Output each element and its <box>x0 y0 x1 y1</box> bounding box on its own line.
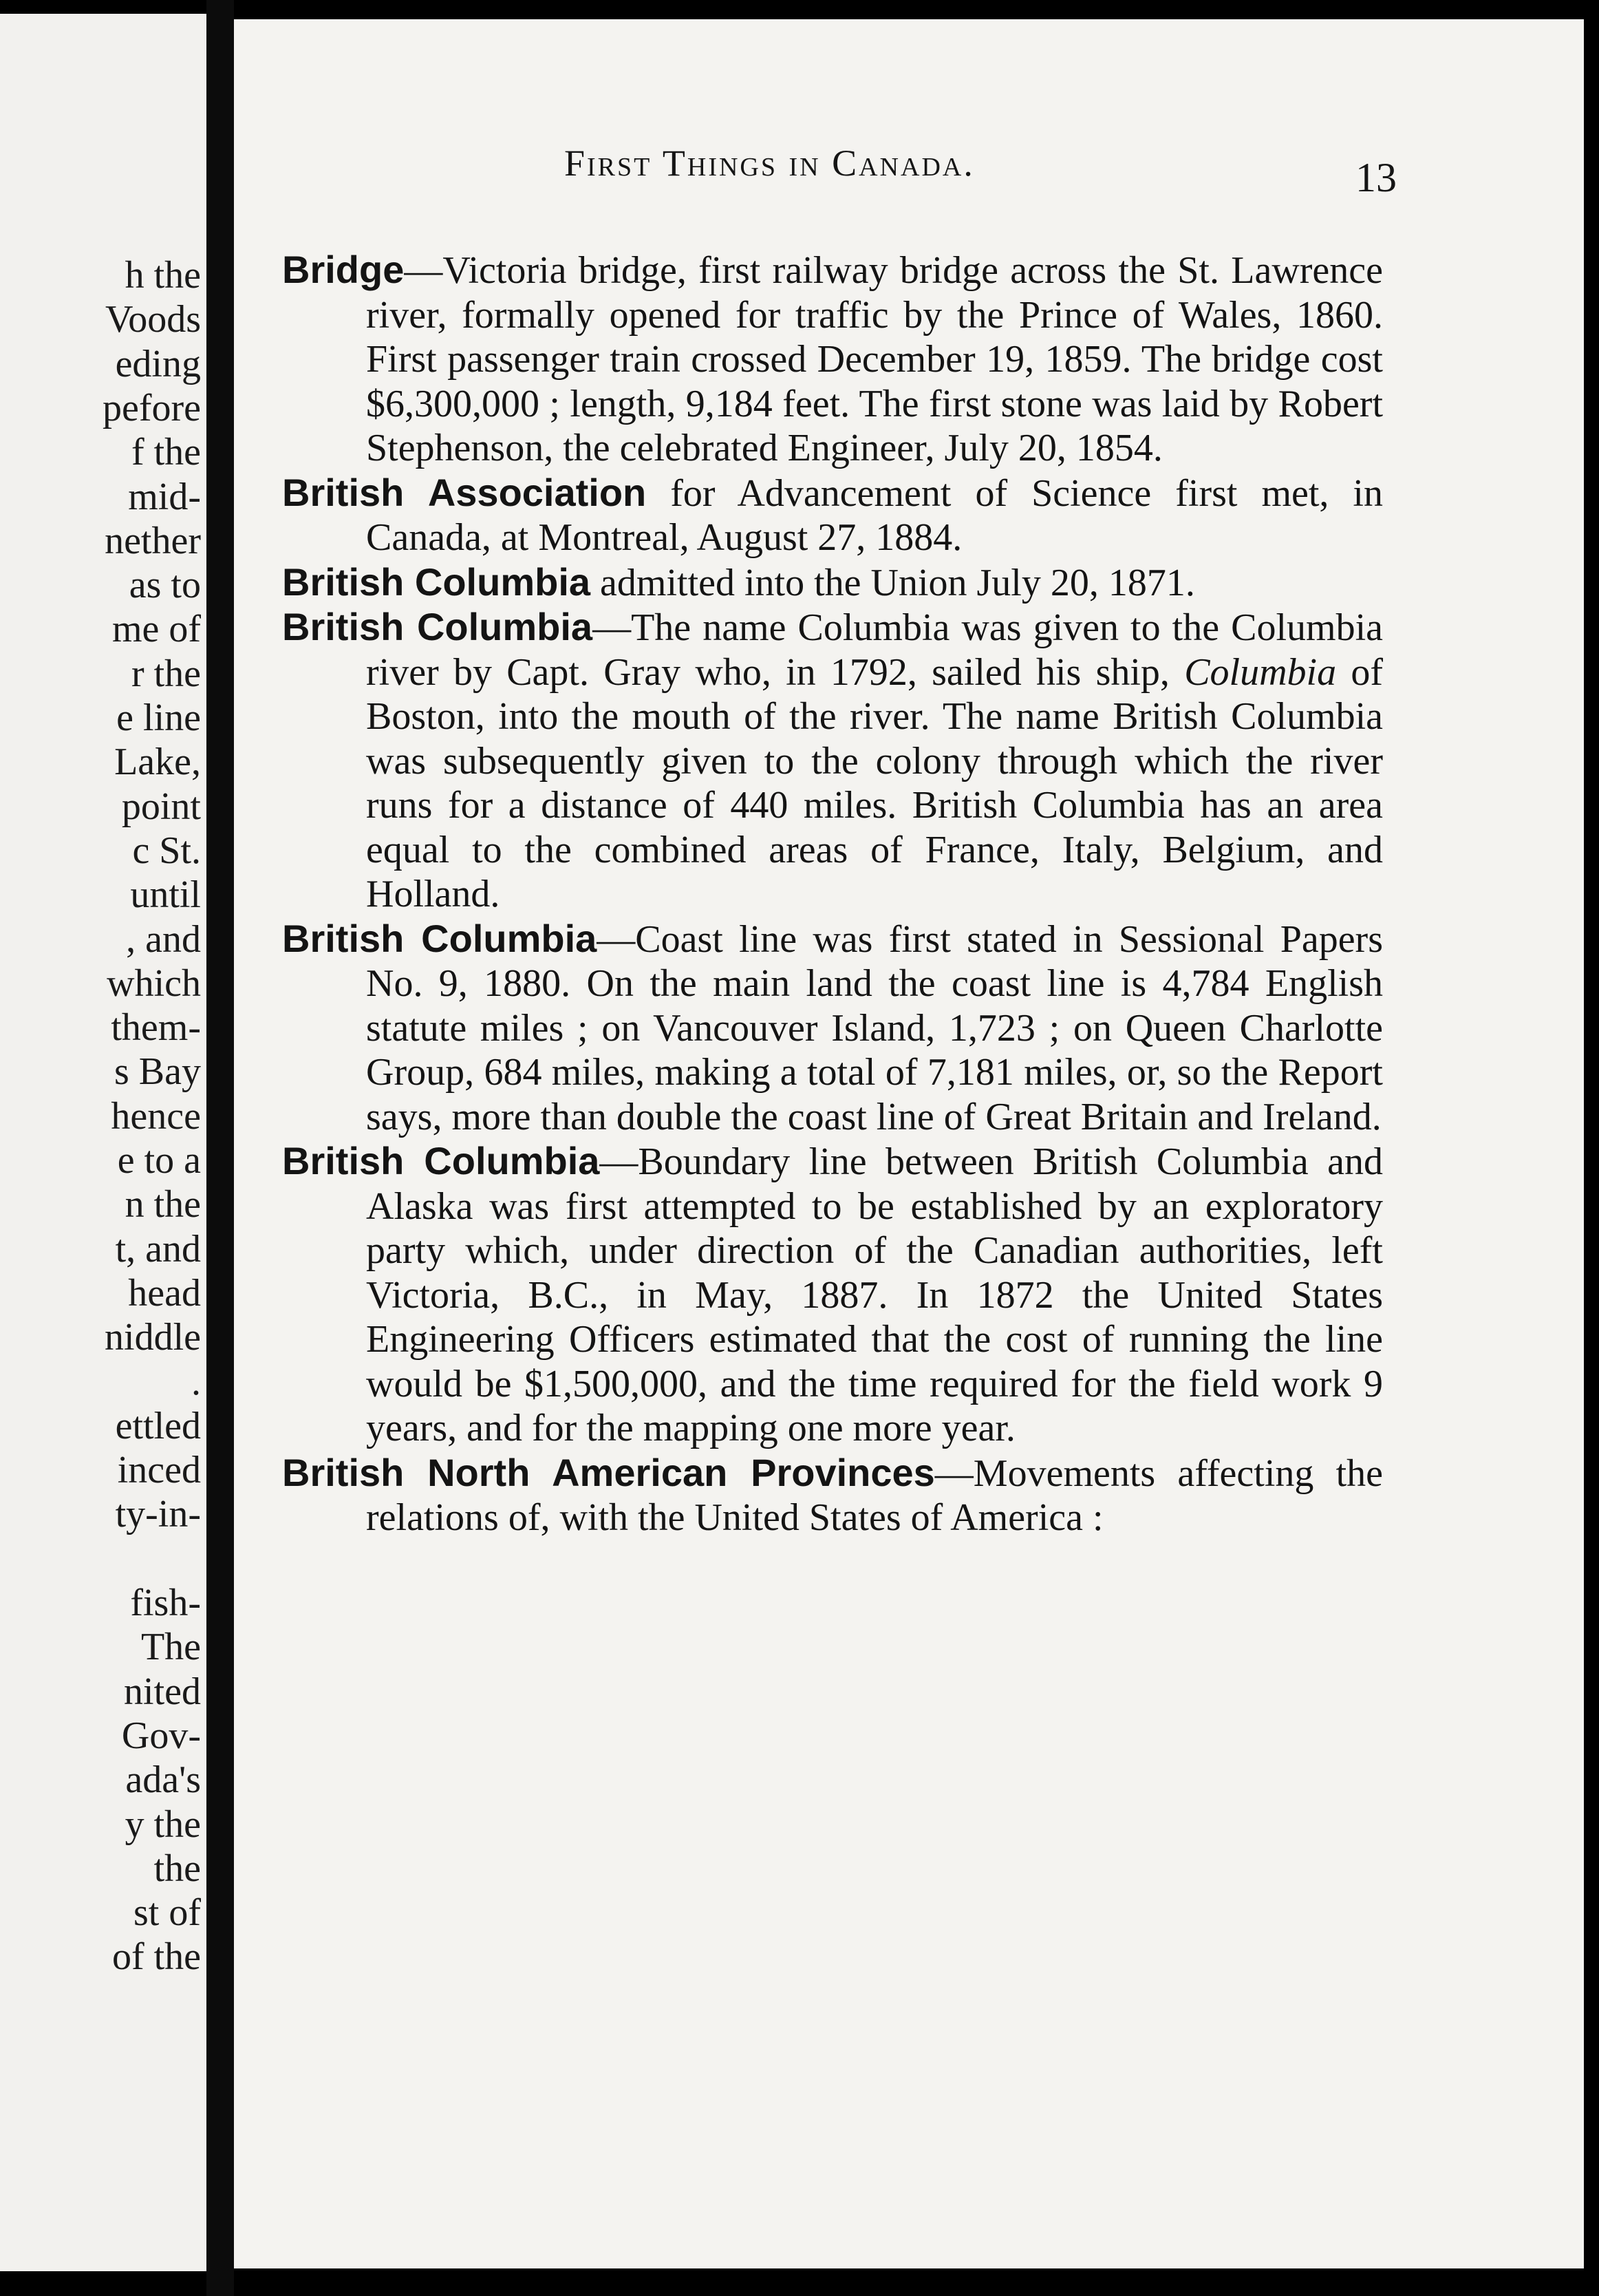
entry-text: —Coast line was first stated in Sessional Papers No. 9, 1880. On the main land the coast line is 4,784 English statute miles ; on Vancouver Island, 1,723 ; on Queen Charlotte Group, 684 miles, making a total of 7,181 miles, or, so the Report says, more than double the coast line of Great Britain and Ireland. <box>366 917 1383 1138</box>
left-page-line-fragment: inced <box>117 1449 201 1492</box>
entry-heading: Bridge <box>282 248 405 291</box>
left-page-line-fragment: y the <box>125 1803 201 1846</box>
entry-text: —Victoria bridge, first railway bridge across the St. Lawrence river, formally opened for traffic by the Prince of Wales, 1860. First passenger train crossed December 19, 1859. The bridge cost $6,300,000 ; length, 9,184 feet. The first stone was laid by Robert Stephenson, the celebrated Engineer, July 20, 1854. <box>366 249 1383 469</box>
left-page-line-fragment: niddle <box>105 1316 201 1359</box>
left-page-line-fragment: until <box>130 873 201 917</box>
left-page-line-fragment: Gov- <box>121 1714 201 1757</box>
left-page-line-fragment: Lake, <box>114 741 201 784</box>
left-page-line-fragment: me of <box>111 608 201 651</box>
page-13 <box>234 19 1584 2268</box>
entry-british-columbia-name <box>282 605 1383 917</box>
left-page-line-fragment: head <box>128 1271 201 1315</box>
entry-heading: British North American Provinces <box>282 1450 935 1494</box>
left-page-line-fragment: eding <box>115 342 201 385</box>
left-page-line-fragment: s Bay <box>114 1050 201 1094</box>
facing-page-left <box>0 14 206 2271</box>
entry-text-part: of Boston, into the mouth of the river. The name British Columbia was subsequently given to the colony through which the river runs for a distance of 440 miles. British Columbia has an area equal to the combined areas of France, Italy, Belgium, and Holland. <box>366 650 1384 915</box>
left-page-line-fragment: , and <box>126 917 201 961</box>
book-gutter <box>206 0 234 2296</box>
running-head: First Things in Canada. <box>564 142 975 184</box>
left-page-line-fragment: . <box>191 1360 201 1403</box>
left-page-line-fragment: point <box>121 785 201 828</box>
left-page-line-fragment: fish- <box>130 1582 201 1624</box>
entry-heading: British Columbia <box>282 560 591 604</box>
entry-heading: British Association <box>282 470 647 514</box>
left-page-line-fragment: c St. <box>132 829 201 872</box>
entry-text: —Movements affecting the relations of, with the United States of America : <box>366 1452 1384 1539</box>
left-page-line-fragment: hence <box>111 1094 201 1138</box>
entry-bridge <box>282 248 1383 471</box>
left-page-line-fragment: which <box>107 961 201 1005</box>
entry-heading: British Columbia <box>282 1139 600 1182</box>
page-number: 13 <box>1355 155 1397 200</box>
entries-list <box>282 248 1383 1540</box>
left-page-line-fragment: t, and <box>115 1227 201 1271</box>
entry-text <box>366 606 1383 915</box>
left-page-line-fragment: as to <box>129 564 201 607</box>
entry-heading: British Columbia <box>282 916 597 960</box>
entry-british-association <box>282 471 1383 560</box>
left-page-line-fragment: r the <box>131 652 201 695</box>
left-page-line-fragment: ada's <box>125 1758 201 1802</box>
entry-british-north-american-provinces <box>282 1451 1383 1540</box>
left-page-line-fragment: ty-in- <box>115 1493 201 1536</box>
ship-name-italic: Columbia <box>1184 650 1337 694</box>
left-page-line-fragment: them- <box>111 1006 201 1050</box>
left-page-line-fragment: Voods <box>105 298 201 341</box>
entry-british-columbia-coast-line <box>282 917 1383 1140</box>
entry-text: admitted into the Union July 20, 1871. <box>590 561 1195 604</box>
left-page-line-fragment: n the <box>125 1183 201 1226</box>
entry-british-columbia-boundary <box>282 1139 1383 1451</box>
entry-text: for Advancement of Science first met, in Canada, at Montreal, August 27, 1884. <box>366 471 1383 559</box>
left-page-line-fragment: mid- <box>128 475 201 518</box>
left-page-line-fragment: pefore <box>102 386 201 429</box>
entry-heading: British Columbia <box>282 605 593 648</box>
entry-text-part: —The name Columbia was given to the Columbia river by Capt. Gray who, in 1792, sailed his ship, <box>366 606 1383 694</box>
left-page-line-fragment: h the <box>125 254 201 297</box>
left-page-line-fragment: of the <box>111 1935 201 1979</box>
entry-text: —Boundary line between British Columbia and Alaska was first attempted to be established by an exploratory party which, under direction of the Canadian authorities, left Victoria, B.C., in May, 1887. In 1872 the United States Engineering Officers estimated that the cost of running the line would be $1,500,000, and the time required for the field work 9 years, and for the mapping one more year. <box>366 1140 1383 1449</box>
left-page-line-fragment: the <box>153 1847 201 1890</box>
left-page-line-fragment: f the <box>131 431 201 474</box>
left-page-line-fragment: e line <box>116 697 201 739</box>
entry-british-columbia-union <box>282 560 1383 606</box>
left-page-line-fragment: st of <box>133 1891 201 1935</box>
left-page-line-fragment: e to a <box>117 1139 201 1182</box>
left-page-line-fragment: The <box>140 1626 201 1669</box>
left-page-line-fragment: ettled <box>115 1404 201 1447</box>
left-page-line-fragment: nether <box>105 519 201 562</box>
left-page-line-fragment: nited <box>124 1670 201 1713</box>
